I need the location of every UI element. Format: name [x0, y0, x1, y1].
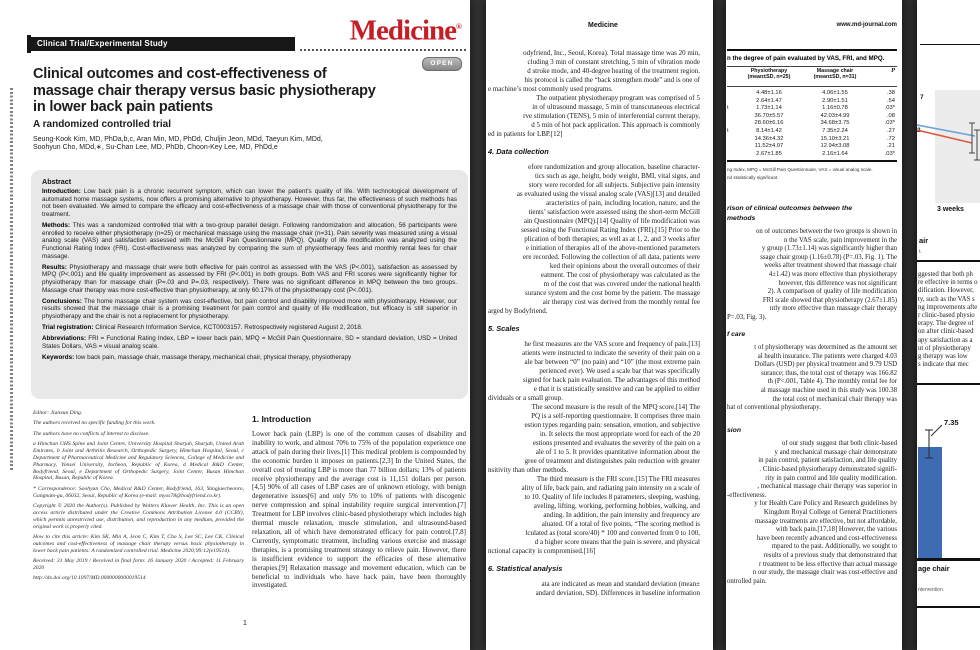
table-row: [727, 128, 897, 136]
page3-text-line: 4±1.42) was more effective than physiotherapy: [768, 270, 897, 278]
page2-text-line: perienced ever). We used a scale bar that was specifically: [539, 367, 700, 375]
page2-text-line: PQ is a self-reporting questionnaire. It comprises three main: [531, 412, 700, 420]
page3-text-line: . Clinic-based physiotherapy demonstrated signifi-: [759, 466, 897, 474]
page2-text-line: story were recorded for all subjects. Subjective pain intensity: [528, 181, 700, 189]
table-header-physiotherapy: [736, 68, 802, 80]
page2-text-line: ked their opinions about the overall outcomes of their: [549, 262, 700, 270]
page2-text-line: his protocol is called the “back strengthen mode” and is one of: [524, 76, 700, 84]
page2-section-heading: 5. Scales: [488, 324, 520, 333]
p-value: .03*: [884, 105, 895, 112]
line-chart-fragment: [917, 85, 980, 210]
page3-text-line: y and mechanical massage chair demonstrate: [774, 448, 897, 456]
x-axis-tick-3-weeks: 3 weeks: [937, 206, 964, 213]
page2-section-heading: 6. Statistical analysis: [488, 564, 563, 573]
page2-text-line: ale bar between “0” (no pain) and “10” (the most extreme pain: [524, 358, 700, 366]
page2-text-line: d a higher score means that the pain is severe, and physical: [534, 538, 700, 546]
line-chart-label-bottom: 2: [917, 127, 921, 134]
abstract-paragraph: Methods: This was a randomized controlled trial with a two-group parallel design. Following randomization and allocation, 56 participants were enrolled to receive either physiotherapy (n=25) or mechanical massage using the massage chair (n=31). Pain severity was measured using a visual analog scale (VAS) and satisfaction assessed with the McGill Pain Questionnaire (MPQ). Quality of life modification was analyzed using the Functional Rating Index (FRI). Cost-effectiveness was analyzed by comparing the sum of physiotherapy fees and monthly rental fees for chair massage.: [42, 222, 457, 260]
page3-text-line: ntly more effective than massage chair therapy: [769, 305, 897, 313]
figure-axis-label-fragment: air: [919, 236, 929, 245]
page3-text-line: Dollars (USD) per physical treatment and 9.79 USD: [754, 361, 897, 369]
page2-text-line: The outpatient physiotherapy program was comprised of 5: [536, 94, 700, 102]
abstract-paragraph: Abbreviations: FRI = Functional Rating Index, LBP = lower back pain, MPQ = McGill Pain Questionnaire, SD = standard deviation, USD = United States Dollars, VAS = visual analog scale.: [42, 335, 457, 350]
bar-x-label-fragment: age chair: [918, 564, 950, 573]
article-title: [33, 66, 463, 116]
physiotherapy-value: 28.60±6.16: [754, 120, 784, 127]
page2-text-line: e that it is statistically sensitive and can be applied to either: [533, 385, 700, 393]
page3-text-line: rity in pain control and life quality modification.: [765, 474, 897, 482]
page2-text-line: ata are indicated as mean and standard deviation (mean±: [541, 580, 700, 588]
page2-text-line: air therapy cost was derived from the monthly rental fee: [542, 298, 700, 306]
page4-text-line: dification. However,: [918, 287, 974, 295]
figure-caption-fragment: t.: [919, 249, 922, 255]
page4-text-line: g therapy was low: [918, 352, 968, 360]
page2-text-line: arged by Bodyfriend.: [488, 307, 548, 315]
page4-text-line: ggested that both ph: [918, 271, 973, 278]
page2-text-line: estions presented and evaluates the severity of the pain on a: [532, 439, 700, 447]
bar-value-label: 7.35: [944, 418, 959, 427]
page4-text-line: re effective in terms o: [918, 279, 978, 287]
p-value: .72: [886, 135, 895, 142]
abstract-paragraph-label: Results:: [42, 263, 70, 271]
page4-text-line: erapy. The degree of: [918, 320, 974, 328]
page3-text-line: -effectiveness.: [727, 491, 767, 499]
page2-text-line: eatment. The cost of physiotherapy was calculated as the: [540, 271, 700, 279]
open-access-badge: OPEN: [422, 57, 462, 71]
page3-text-line: th (P<.001, Table 4). The monthly rental fee for: [767, 378, 897, 386]
page2-text-line: plication of both therapies, as well as at 1, 2, and 3 weeks after: [524, 235, 700, 243]
physiotherapy-line: [917, 125, 975, 136]
bar-figure-caption-fragment: ntervention.: [918, 587, 945, 593]
row-label-fragment: t: [727, 105, 729, 112]
page2-text-line: rve stimulation (TENS), 5 min of interferential current therapy,: [523, 112, 700, 120]
massage-chair-value: 15.10±3.21: [820, 135, 850, 142]
page3-text-line: y group (1.73±1.14) was significantly higher than: [761, 245, 897, 253]
bar-figure-top-rule: [917, 383, 980, 385]
massage-chair-value: 4.06±1.55: [822, 90, 848, 96]
p-value: .08: [886, 112, 895, 119]
massage-chair-value: 42.03±4.99: [820, 112, 850, 119]
page3-section-heading: f care: [727, 330, 746, 338]
page4-text-line: on after clinic-based: [918, 328, 974, 336]
massage-chair-line: [917, 130, 972, 143]
page2-text-line: atients were instructed to indicate the severity of their pain on a: [522, 349, 700, 357]
page2-text-line: The second measure is the result of the MPQ score.[14] The: [531, 403, 700, 411]
section-rule-1: [917, 260, 980, 262]
abstract-paragraph-label: Conclusions:: [42, 297, 84, 305]
page4-text-line: ut of physiotherapy: [918, 344, 971, 352]
abstract-paragraph: Keywords: low back pain, massage chair, massage therapy, mechanical chair, physical therapy, physiotherapy: [42, 353, 352, 361]
page2-text-line: ain Questionnaire (MPQ).[14] Quality of life modification was: [523, 217, 700, 225]
page2-text-line: as evaluated using the visual analog scale (VAS)[13] and detailed: [516, 190, 700, 198]
massage-chair-value: 34.68±3.75: [820, 120, 850, 127]
table-title: n the degree of pain evaluated by VAS, FRI, and MPQ.: [727, 55, 885, 62]
page2-text-line: The third measure is the FRI score.[15] The FRI measures: [536, 475, 700, 483]
table-header-label-col: [727, 68, 736, 80]
massage-chair-value: 1.16±0.78: [822, 105, 848, 112]
page3-text-line: results of a previous study that demonstrated that: [763, 552, 897, 559]
page2-text-line: cluding 3 min of constant stretching, 5 min of vibration mode: [527, 58, 700, 66]
page3-text-line: , mechanical massage chair therapy was superior in: [757, 483, 897, 491]
physiotherapy-n: (mean±SD, n=25): [747, 74, 791, 80]
page2-text-line: in. It selects the most appropriate word for each of the 20: [539, 430, 700, 438]
page3-text-line: hat of conventional physiotherapy.: [727, 404, 821, 412]
page2-text-line: dividuals or a small group.: [488, 394, 563, 402]
page3-gap: [727, 323, 897, 330]
page2-text-line: surance system and the cost borne by the patient. The massage: [524, 289, 700, 297]
page2-section-heading: 4. Data collection: [488, 147, 549, 156]
page3-text-line: 2). A comparison of quality of life modification: [767, 288, 897, 296]
authors-line-2: Soohyun Cho, MDd,∗, Su-Chan Lee, MD, PhDb, Choon-Key Lee, MD, PhDd,e: [33, 144, 278, 152]
page2-text-line: anding. In addition, the pain intensity and frequency are: [543, 511, 700, 519]
page2-text-line: ale of 1 to 5. It provides quantitative information about the: [535, 448, 700, 456]
page3-text-line: al health insurance. The patients were charged 4.03: [757, 352, 897, 360]
massage-chair-value: 12.94±3.08: [820, 143, 850, 150]
page3-text-line: n the VAS scale, pain improvement in the: [783, 236, 897, 244]
p-value: .21: [886, 143, 895, 150]
page2-text-line: d stroke mode, and 40-degree heating of the treatment region.: [527, 67, 700, 75]
page3-text-line: in pain control, patient satisfaction, and life quality: [758, 457, 897, 465]
abstract-paragraph: Trial registration: Clinical Research Information Service, KCT0003157. Retrospectively registered August 2, 2018.: [42, 324, 363, 332]
row-label-fragment: [727, 113, 736, 121]
physiotherapy-value: 4.48±1.16: [756, 90, 782, 96]
error-bars: [969, 123, 980, 160]
article-type-banner: Clinical Trial/Experimental Study: [31, 37, 295, 51]
table-bottom-rule: [727, 160, 897, 162]
table-row: [727, 120, 897, 128]
page3-section-heading: rison of clinical outcomes between the: [727, 205, 853, 212]
page2-text-line: ality of life, back pain, and radiating pain intensity on a scale of: [521, 484, 700, 492]
footnote-paragraph: http://dx.doi.org/10.1097/MD.0000000000019514: [33, 575, 146, 582]
abstract-box: [31, 170, 468, 399]
page2-text-line: m of the cost that was covered under the national health: [543, 280, 700, 288]
page2-text-line: aluated. Of a total of five points, “The scoring method is: [541, 520, 700, 528]
page2-text-line: tics such as age, height, body weight, BMI, vital signs, and: [534, 172, 700, 180]
footnote-paragraph: Received: 31 May 2019 / Received in final form: 16 January 2020 / Accepted: 11 February 2020: [33, 558, 244, 571]
page3-section-heading: methods: [727, 214, 756, 222]
footnote-paragraph: The authors received no specific funding for this work.: [33, 420, 156, 427]
table-header-rule-bottom: [727, 86, 897, 87]
page3-text-line: ontrolled pain.: [727, 577, 767, 585]
table-row: [727, 105, 897, 113]
row-label-fragment: [727, 120, 736, 128]
page3-text-line: on of outcomes between the two groups is shown in: [755, 228, 897, 235]
physiotherapy-value: 11.52±4.07: [754, 143, 784, 150]
physiotherapy-value: 8.14±1.42: [756, 127, 782, 134]
page4-text-column: [918, 271, 980, 376]
page3-text-line: with back pain.[17,18] However, the various: [775, 526, 897, 534]
page3-gap: [727, 413, 897, 426]
footnote-paragraph: The authors have no conflicts of interest to disclose.: [33, 430, 150, 437]
page2-text-line: gree of treatment and distinguishes pain reduction with greater: [524, 457, 700, 465]
footnote-paragraph: a Himchan UHS Spine and Joint Centre, University Hospital Sharjah, Sharjah, United Arab Emirates, b Joint and Arthritis Research, Orthopedic Surgery, Himchan Hospital, Seoul, c Department of Pharmaceutical Medicine and Regulatory Sciences, College of Medicine and Pharmacy, Yonsei University, Incheon, Republic of Korea, d Medical R&D Center, Bodyfriend, Seoul, e Department of Orthopedic Surgery, Joint Center, Busan Himchan Hospital, Busan, Republic of Korea.: [33, 440, 244, 482]
vertical-watermark-text: [10, 88, 13, 472]
page2-text-line: odyfriend, Inc., Seoul, Korea). Total massage time was 20 min,: [523, 49, 700, 57]
journal-page-3-cropped: [726, 0, 902, 650]
title-line-3: in lower back pain patients: [33, 99, 213, 115]
page2-text-line: ed in patients for LBP.[12]: [488, 130, 563, 138]
medicine-journal-logo: [350, 12, 462, 46]
line-chart-label-top: 7: [920, 94, 924, 101]
row-label-fragment: [727, 136, 736, 144]
page2-text-line: lculated as (total score/40) * 100 and converted from 0 to 100,: [525, 529, 700, 537]
page3-text-line: have been recently advanced and cost-effectiveness: [756, 534, 897, 542]
page2-text-line: efore randomization and group allocation, baseline character-: [528, 163, 700, 171]
abstract-paragraph-label: Introduction:: [42, 188, 84, 195]
row-label-fragment: [727, 90, 736, 98]
page2-text-line: nctional capacity is compromised.[16]: [488, 547, 596, 555]
page3-text-column: [727, 204, 897, 604]
physiotherapy-header: Physiotherapy: [750, 68, 788, 74]
page4-text-line: apy satisfaction as a: [918, 336, 973, 344]
table-row: [727, 151, 897, 159]
page2-text-line: signed for back pain evaluation. The advantages of this method: [522, 376, 700, 384]
page2-text-line: to 10. Quality of life includes 8 parameters, sleeping, washing,: [524, 493, 700, 501]
page3-text-line: t of physiotherapy was determined as the amount set: [754, 344, 897, 352]
table-row: [727, 136, 897, 144]
introduction-heading: 1. Introduction: [252, 414, 312, 424]
page3-text-line: y for Health Care Policy and Research guidelines by: [754, 500, 897, 508]
page3-text-line: mpared to the past. Additionally, we sought to: [771, 543, 897, 551]
page3-text-line: massage treatments are effective, but not affordable,: [754, 517, 897, 525]
page-number: 1: [243, 620, 247, 627]
table-header-rule-top: [727, 66, 897, 67]
row-label-fragment: [727, 151, 736, 159]
page3-text-line: n our study, the massage chair was cost-effective and: [752, 569, 897, 577]
page3-text-line: the total cost of mechanical chair therapy was: [772, 395, 897, 403]
page2-text-line: andard deviation, SD). Differences in baseline information: [535, 589, 700, 597]
massage-chair-value: 2.90±1.51: [822, 97, 848, 104]
page2-text-line: sessed using the Functional Rating Index (FRI).[15] Prior to the: [521, 226, 700, 234]
page2-text-column: [488, 49, 700, 629]
page3-text-line: surance; thus, the total cost of therapy was 166.82: [761, 369, 897, 377]
physiotherapy-value: 36.70±5.57: [754, 112, 784, 119]
massage-chair-header: Massage chair: [816, 68, 854, 74]
footnote-paragraph: How to cite this article: Kim SK, Min A, Jeon C, Kim T, Cho S, Lee SC, Lee CK. Clinical outcomes and cost-effectiveness of massage chair therapy versus basic physiotherapy in lower back pain patients: A randomized controlled trial. Medicine 2020;99:12(e19514).: [33, 533, 244, 554]
table-row: [727, 98, 897, 106]
page3-text-line: al massage machine used in this study was 100.38: [760, 387, 897, 394]
page3-text-line: r treatment to be less effective than actual massage: [758, 560, 897, 568]
introduction-text: Lower back pain (LBP) is one of the common causes of disability and inability to work, and almost 70% to 75% of the population experience one attack of pain during their lives.[1] This medical problem is compounded by the economic burden it imposes on patients.[2,3] In the United States, the overall cost of treating LBP is more than 77 billion dollars; 13% of patients receive physiotherapy and the average cost is 11,151 dollars per person.[4,5] 90% of all cases of LBP cases are of unknown etiology, with benign degenerative issues[6] and only 5% to 10% of patients with discogenic nerve compression and spinal instability require surgical intervention.[7] Treatment for LBP involves clinic-based physiotherapy which includes high thermal muscle relaxation, muscle stimulation, and ultrasound-based relaxation, all of which have demonstrated efficacy for pain control.[7,8] Currently, symptomatic treatment, including various exercise and massage therapies, is a promising treatment strategy to relieve pain. However, there is insufficient evidence to support the efficacies of these alternative therapies.[9] Relaxation massage and movement education, which can be beneficial to individuals who have back pain, have been thoroughly investigated.: [252, 430, 466, 590]
bar-figure-bottom-rule: [917, 606, 980, 608]
page2-text-line: nsitivity than other methods.: [488, 466, 569, 474]
bar-chart-axis: [917, 558, 980, 561]
page2-text-line: tients’ satisfaction were assessed using the short-term McGill: [528, 208, 700, 216]
p-value: .27: [886, 127, 895, 134]
p-value: .03*: [884, 120, 895, 127]
abstract-paragraph: Introduction: Low back pain is a chronic recurrent symptom, which can lower the patient’s quality of life. With technological development of automated home massage systems, now offers a promising alternative to physiotherapy. However, thus far, the effectiveness of such methods has not been evaluated. We aimed to compare the efficacy and cost-effectiveness of a massage chair with those of conventional physiotherapy for the treatment.: [42, 188, 457, 218]
abstract-paragraph-label: Abbreviations:: [42, 335, 89, 343]
page4-text-line: ty, such as the VAS s: [918, 295, 975, 303]
page2-text-line: aracteristics of pain, including location, nature, and the: [546, 199, 700, 207]
physiotherapy-value: 14.36±4.32: [754, 135, 784, 142]
title-line-1: Clinical outcomes and cost-effectiveness of: [33, 66, 327, 82]
page3-section-heading: sion: [727, 426, 741, 434]
abstract-paragraph-label: Methods:: [42, 222, 73, 230]
p-value: .54: [886, 97, 895, 104]
figure-top-rule: [920, 44, 980, 45]
p-value-header: P: [891, 67, 895, 74]
logo-dotted-rule: [300, 48, 466, 51]
page2-text-line: aveling, lifting, working, performing hobbies, walking, and: [533, 502, 700, 510]
footnote-paragraph: Copyright © 2020 the Author(s). Published by Wolters Kluwer Health, Inc. This is an open access article distributed under the Creative Commons Attribution License 4.0 (CCBY), which permits unrestricted use, distribution, and reproduction in any medium, provided the original work is properly cited.: [33, 502, 244, 530]
page2-text-line: in of ultrasound massage, 5 min of transcutaneous electrical: [532, 103, 700, 111]
abstract-paragraph-label: Keywords:: [42, 353, 76, 361]
page3-text-line: however, this difference was not significant: [778, 279, 897, 287]
running-head-medicine: Medicine: [588, 22, 618, 29]
footnote-paragraph: * Correspondence: Soohyun Cho, Medical R&D Center, Bodyfriend, 163, Yangjaecheonro, Gangnam-gu, 06032, Seoul, Republic of Korea (e-mail: myos78@bodyfriend.co.kr).: [33, 485, 244, 499]
abstract-paragraphs: [42, 188, 457, 361]
table-row: [727, 90, 897, 98]
table-header-massage-chair: [802, 68, 868, 80]
running-head-url: www.md-journal.com: [836, 22, 897, 28]
table-footnotes: [727, 166, 897, 181]
p-value: .03*: [884, 150, 895, 157]
page3-text-line: Kingdom Royal College of General Practitioners: [763, 509, 897, 517]
row-label-fragment: [727, 143, 736, 151]
row-label-fragment: [727, 98, 736, 106]
page2-text-line: e machine’s most commonly used programs.: [488, 85, 613, 93]
p-value: .38: [886, 90, 895, 96]
table-row: [727, 113, 897, 121]
page2-text-line: ere recorded. Following the collection of all data, patients were: [522, 253, 700, 261]
table-footnote-1: ng Index, MPQ = McGill Pain Questionnaire, VAS = visual analog scale.: [727, 167, 873, 172]
table-row: [727, 143, 897, 151]
page2-text-line: e initiation of therapies all of the above-mentioned parameters: [525, 244, 700, 252]
registered-mark: ®: [456, 22, 462, 31]
page3-text-line: P=.03, Fig. 3).: [727, 313, 767, 321]
row-label-fragment: t: [727, 127, 729, 134]
author-list: [33, 136, 463, 152]
page4-text-line: r clinic-based physio: [918, 311, 975, 319]
physiotherapy-value: 2.67±1.85: [756, 150, 782, 157]
page4-text-line: ng improvements afte: [918, 303, 978, 311]
page3-text-line: ssage chair group (1.16±0.78) (P=.03, Fig. 1). The: [760, 253, 897, 261]
physiotherapy-value: 1.73±1.14: [756, 105, 782, 112]
abstract-paragraph-label: Trial registration:: [42, 324, 96, 332]
abstract-paragraph: Conclusions: The home massage chair system was cost-effective, but pain control and disability improved more with physiotherapy. However, our results showed that the massage chair is a promising treatment for pain control and quality of life modification, but efficacy is still superior in physiotherapy and the chair is not a replacement for physiotherapy.: [42, 297, 457, 321]
table-body: [727, 90, 897, 158]
page3-text-line: weeks after treatment showed that massage chair: [764, 262, 897, 270]
table-footnote-2: nd statistically significant.: [727, 174, 779, 180]
abstract-paragraph: Results: Physiotherapy and massage chair were both effective for pain control as assessed with the VAS (P<.001), satisfaction as assessed by MPQ (P<.001) and life quality improvement as assessed by FRI (P<.001) in both groups. Both VAS and FRI scores were significantly higher for physiotherapy than for massage chair (P=.03 and P=.03, respectively). There was no significant difference in MPQ between the two groups. Massage chair therapy was more cost-effective than physiotherapy, at only 60.17% of the physiotherapy cost (P<.001).: [42, 263, 458, 294]
abstract-heading: Abstract: [42, 177, 72, 186]
journal-page-2-cropped: [486, 0, 713, 650]
footnote-paragraph: Editor: Jianxun Ding.: [33, 410, 83, 416]
table-top-rule: [727, 49, 897, 51]
page2-text-line: d 5 min of hot pack application. This approach is commonly: [531, 121, 700, 129]
page3-text-line: of our study suggest that both clinic-based: [781, 440, 897, 448]
journal-page-1: [0, 0, 470, 650]
page3-text-line: FRI scale showed that physiotherapy (2.67±1.85): [762, 296, 897, 304]
page2-text-line: estion types regarding pain: sensation, emotion, and subjective: [524, 421, 700, 429]
page2-text-line: he first measures are the VAS score and frequency of pain.[13]: [524, 340, 700, 348]
title-line-2: massage chair therapy versus basic physiotherapy: [33, 82, 376, 99]
massage-chair-value: 2.16±1.64: [822, 150, 848, 157]
table-header-row: [727, 68, 897, 80]
massage-chair-n: (mean±SD, n=31): [813, 74, 857, 80]
massage-chair-value: 7.35±2.24: [822, 127, 848, 134]
footnote-column: [33, 410, 244, 586]
article-subtitle: A randomized controlled trial: [33, 119, 171, 130]
page4-text-line: s indicate that mec: [918, 361, 969, 369]
logo-text: Medicine: [349, 14, 457, 47]
journal-page-4-cropped: [917, 0, 980, 650]
physiotherapy-value: 2.64±1.47: [756, 97, 782, 104]
authors-line-1: Seung-Kook Kim, MD, PhDa,b,c, Aran Min, MD, PhDd, Chuljin Jeon, MDd, Taeyun Kim, MDd,: [33, 136, 323, 143]
